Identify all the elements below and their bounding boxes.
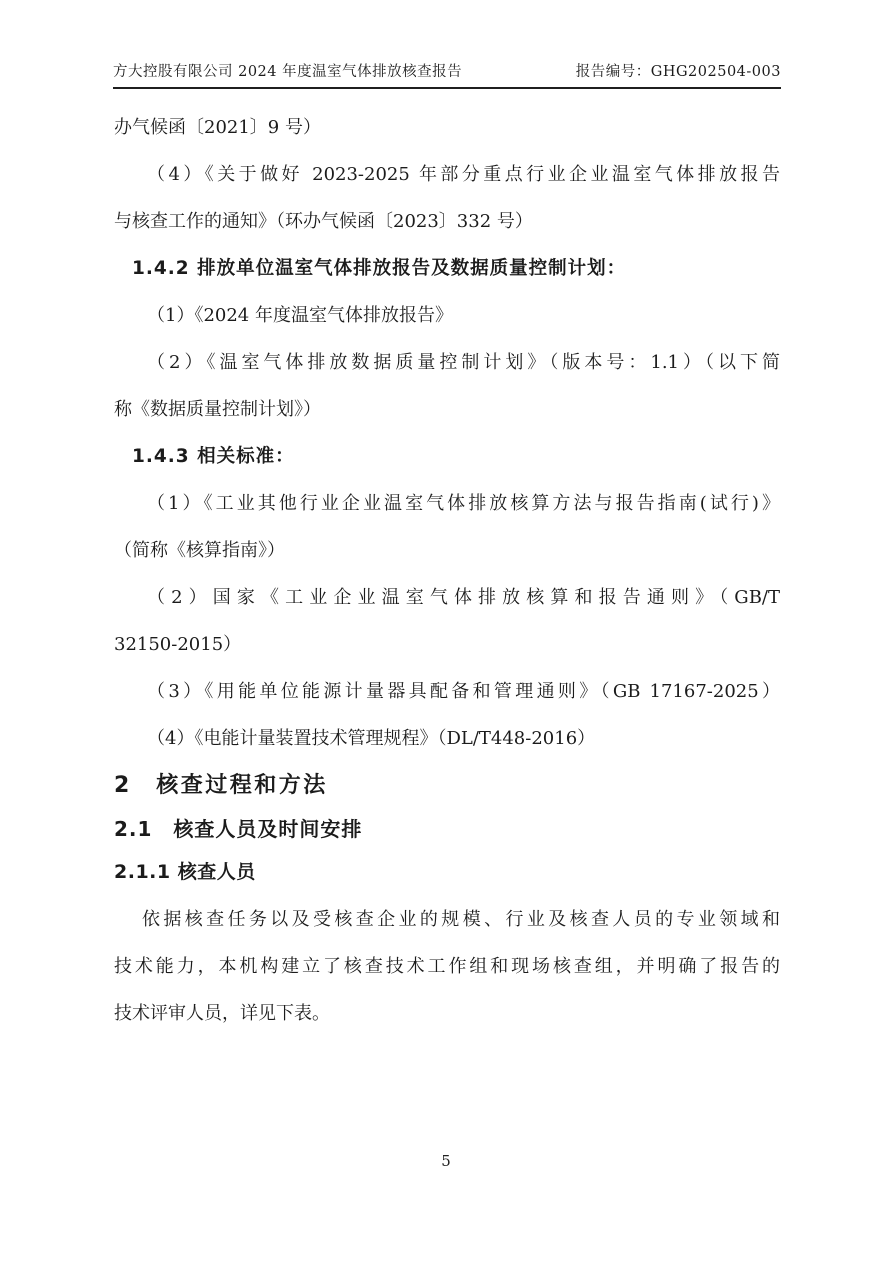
- page-body: [114, 104, 780, 1037]
- standard-item-4: （4）《电能计量装置技术管理规程》（DL/T448-2016）: [147, 728, 596, 749]
- standard-item-1-line-2: （简称《核算指南》）: [114, 540, 285, 561]
- standard-item-2-line-1: （2）国家《工业企业温室气体排放核算和报告通则》（GB/T: [147, 587, 780, 608]
- heading-1-4-2: 1.4.2 排放单位温室气体排放报告及数据质量控制计划：: [132, 258, 627, 279]
- paragraph-line-3: 技术评审人员，详见下表。: [114, 1003, 330, 1024]
- standard-item-3: （3）《用能单位能源计量器具配备和管理通则》（GB 17167-2025）: [147, 681, 780, 702]
- report-item-2-line-1: （2）《温室气体排放数据质量控制计划》（版本号：1.1）（以下简: [147, 352, 780, 373]
- paragraph-line-2: 技术能力，本机构建立了核查技术工作组和现场核查组，并明确了报告的: [114, 956, 780, 977]
- para-ref3-continuation: 办气候函〔2021〕9 号）: [114, 117, 321, 138]
- report-item-2-line-2: 称《数据质量控制计划》）: [114, 399, 321, 420]
- heading-section-2-1-1: 2.1.1 核查人员: [114, 861, 256, 883]
- heading-section-2: 2 核查过程和方法: [114, 773, 328, 798]
- ref-item-4-line-1: （4）《关于做好 2023-2025 年部分重点行业企业温室气体排放报告: [147, 164, 780, 185]
- heading-1-4-3: 1.4.3 相关标准：: [132, 446, 295, 467]
- report-header: [113, 60, 781, 89]
- heading-section-2-1: 2.1 核查人员及时间安排: [114, 817, 363, 841]
- report-item-1: （1）《2024 年度温室气体排放报告》: [147, 305, 453, 326]
- standard-item-1-line-1: （1）《工业其他行业企业温室气体排放核算方法与报告指南(试行)》: [147, 493, 780, 514]
- header-doc-title: 方大控股有限公司 2024 年度温室气体排放核查报告: [113, 64, 463, 80]
- standard-item-2-line-2: 32150-2015）: [114, 634, 242, 655]
- header-report-number: 报告编号：GHG202504-003: [575, 64, 781, 80]
- page-number: 5: [441, 1152, 451, 1170]
- ref-item-4-line-2: 与核查工作的通知》（环办气候函〔2023〕332 号）: [114, 211, 533, 232]
- paragraph-line-1: 依据核查任务以及受核查企业的规模、行业及核查人员的专业领域和: [142, 909, 780, 930]
